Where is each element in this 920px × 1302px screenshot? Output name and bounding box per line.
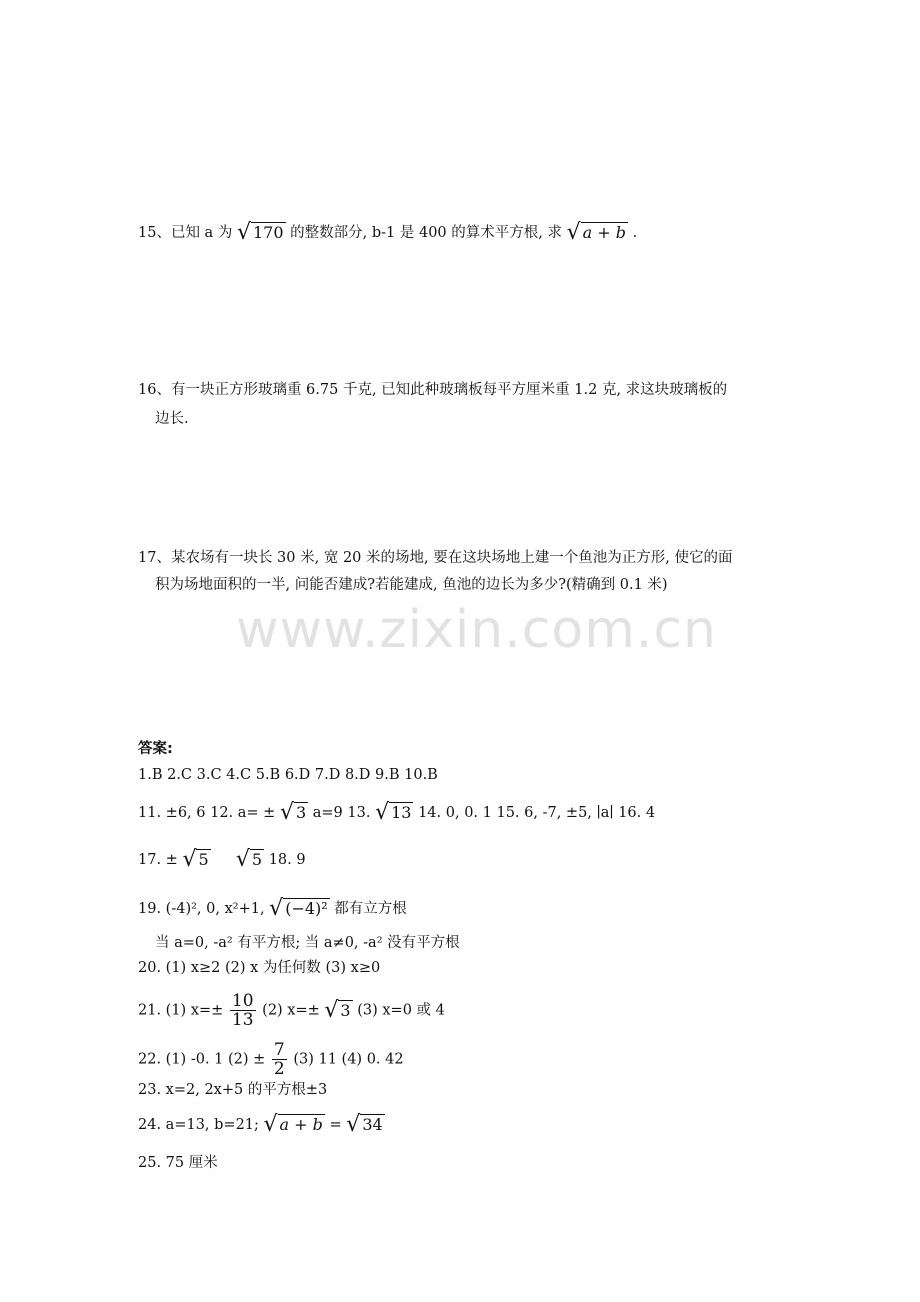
sqrt-5: √ 5 bbox=[182, 847, 209, 872]
answers-row-8 bbox=[138, 1041, 404, 1078]
sqrt-13: √ 13 bbox=[375, 800, 412, 825]
answers-heading: 答案: bbox=[138, 741, 173, 757]
answer-18: 18. 9 bbox=[268, 852, 306, 868]
answers-row-4 bbox=[138, 898, 407, 920]
answers-row-7 bbox=[138, 992, 445, 1029]
question-15 bbox=[138, 222, 637, 244]
question-17-line1: 17、某农场有一块长 30 米, 宽 20 米的场地, 要在这块场地上建一个鱼池为正方形, 使它的面 bbox=[138, 550, 733, 566]
sqrt-a-plus-b: √ a + b bbox=[566, 220, 626, 245]
watermark: www.zixin.com.cn bbox=[236, 600, 717, 660]
answer-22-2: (3) 11 (4) 0. 42 bbox=[293, 1051, 404, 1068]
answer-17: 17. ± bbox=[138, 852, 178, 868]
answer-19: 19. (-4)², 0, x²+1, bbox=[138, 901, 265, 917]
answer-21-2: (2) x=± bbox=[262, 1002, 320, 1019]
answers-row-3 bbox=[138, 849, 306, 871]
answer-24: 24. a=13, b=21; bbox=[138, 1117, 259, 1133]
equals-sign: = bbox=[329, 1117, 342, 1133]
q15-suffix: . bbox=[632, 225, 638, 241]
answers-row-5: 当 a=0, -a² 有平方根; 当 a≠0, -a² 没有平方根 bbox=[155, 935, 460, 951]
sqrt-3: √ 3 bbox=[279, 800, 307, 825]
answers-row-6: 20. (1) x≥2 (2) x 为任何数 (3) x≥0 bbox=[138, 960, 381, 976]
answers-row-10 bbox=[138, 1114, 385, 1136]
answer-19-note: 都有立方根 bbox=[334, 901, 407, 917]
sqrt-5-second: √ 5 bbox=[235, 847, 263, 872]
q15-middle: 的整数部分, b-1 是 400 的算术平方根, 求 bbox=[290, 225, 562, 241]
question-16-line2: 边长. bbox=[155, 411, 189, 427]
sqrt-170: √ 170 bbox=[236, 220, 284, 245]
answers-row-11: 25. 75 厘米 bbox=[138, 1155, 218, 1171]
sqrt-a-plus-b-answer: √ a + b bbox=[263, 1112, 323, 1137]
answer-21-3: (3) x=0 或 4 bbox=[357, 1002, 445, 1019]
answers-row-2 bbox=[138, 802, 655, 824]
question-17-line2: 积为场地面积的一半, 问能否建成?若能建成, 鱼池的边长为多少?(精确到 0.1 米) bbox=[155, 577, 668, 593]
answer-22-1: 22. (1) -0. 1 (2) ± bbox=[138, 1051, 266, 1068]
fraction-10-13: $\frac{10}{13}$ bbox=[231, 991, 254, 1030]
question-16-line1: 16、有一块正方形玻璃重 6.75 千克, 已知此种玻璃板每平方厘米重 1.2 克, 求这块玻璃板的 bbox=[138, 382, 728, 398]
sqrt-neg4-squared: √ (−4)² bbox=[269, 896, 328, 921]
answer-11-12: 11. ±6, 6 12. a= ± bbox=[138, 805, 276, 821]
answer-12-13: a=9 13. bbox=[312, 805, 371, 821]
answer-21-1: 21. (1) x=± bbox=[138, 1002, 224, 1019]
sqrt-34: √ 34 bbox=[346, 1112, 383, 1137]
answers-row-9: 23. x=2, 2x+5 的平方根±3 bbox=[138, 1082, 328, 1098]
sqrt-3-second: √ 3 bbox=[324, 997, 351, 1023]
answer-14-16: 14. 0, 0. 1 15. 6, -7, ±5, ∣a∣ 16. 4 bbox=[418, 805, 656, 821]
fraction-7-2: $\frac{7}{2}$ bbox=[273, 1040, 285, 1079]
q15-prefix: 15、已知 a 为 bbox=[138, 225, 233, 241]
answers-row-1: 1.B 2.C 3.C 4.C 5.B 6.D 7.D 8.D 9.B 10.B bbox=[138, 767, 438, 783]
